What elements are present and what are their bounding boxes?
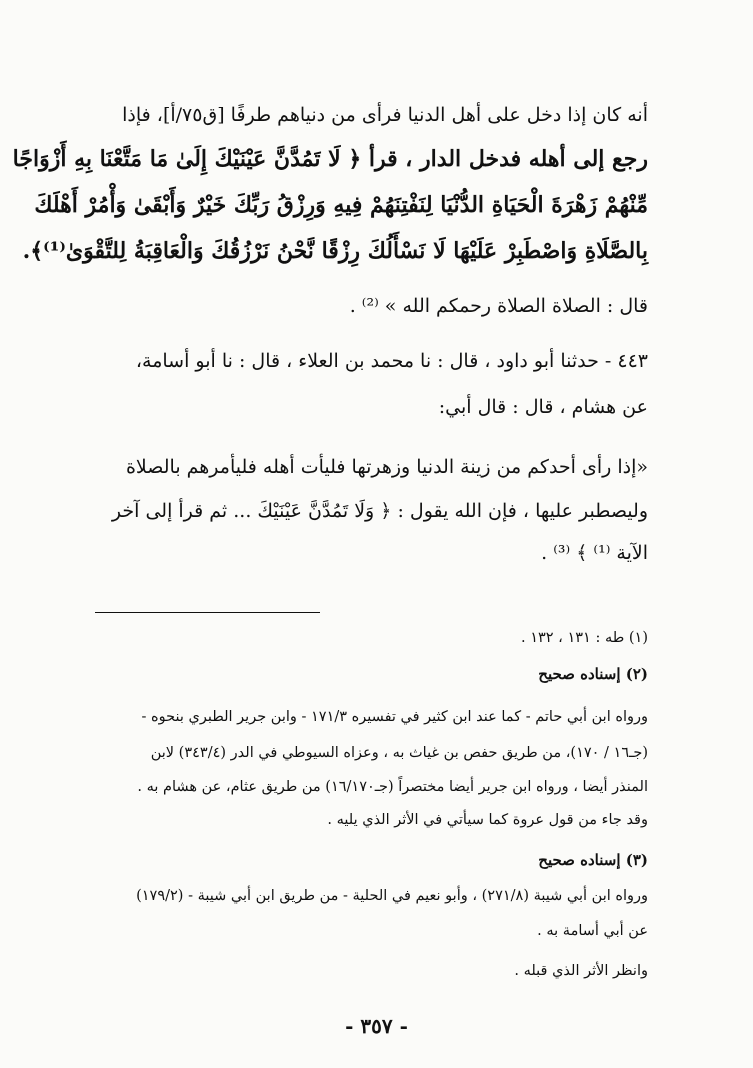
footnote-2-line-1: ورواه ابن أبي حاتم - كما عند ابن كثير في تفسيره ١٧١/٣ - وابن جرير الطبري بنحوه - (141, 709, 648, 725)
footnote-2-line-2: (جـ١٦ / ١٧٠)، من طريق حفص بن غياث به ، وعزاه السيوطي في الدر (٣٤٣/٤) لابن (150, 745, 648, 761)
text-line-8: «إذا رأى أحدكم من زينة الدنيا وزهرتها فليأت أهله فليأمرهم بالصلاة (125, 456, 648, 478)
text-line-7: عن هشام ، قال : قال أبي: (438, 396, 648, 418)
footnote-3-line-3: وانظر الأثر الذي قبله . (514, 963, 648, 979)
text-line-3: مِّنْهُمْ زَهْرَةَ الْحَيَاةِ الدُّنْيَا لِنَفْتِنَهُمْ فِيهِ وَرِزْقُ رَبِّكَ خَيْرٌ وَأَبْقَىٰ وَأْمُرْ أَهْلَكَ (34, 192, 648, 218)
hadith-443-chain: ٤٤٣ - حدثنا أبو داود ، قال : نا محمد بن العلاء ، قال : نا أبو أسامة، (135, 350, 648, 372)
footnote-3-line-1: ورواه ابن أبي شيبة (٢٧١/٨) ، وأبو نعيم في الحلية - من طريق ابن أبي شيبة - (١٧٩/٢) (136, 888, 648, 904)
footnote-divider (95, 612, 320, 613)
text-line-2: رجع إلى أهله فدخل الدار ، قرأ ﴿ لَا تَمُدَّنَّ عَيْنَيْكَ إِلَىٰ مَا مَتَّعْنَا بِهِ أَزْوَاجًا (12, 146, 648, 172)
text-line-1: أنه كان إذا دخل على أهل الدنيا فرأى من دنياهم طرفًا [ق٧٥/أ]، فإذا (122, 104, 648, 126)
text-line-5: قال : الصلاة الصلاة رحمكم الله » ⁽²⁾ . (349, 295, 648, 317)
footnote-1: (١) طه : ١٣١ ، ١٣٢ . (520, 630, 648, 646)
footnote-2-line-4: وقد جاء من قول عروة كما سيأتي في الأثر الذي يليه . (327, 812, 648, 828)
page-number: - ٣٥٧ - (345, 1014, 408, 1038)
footnote-3-line-2: عن أبي أسامة به . (537, 923, 648, 939)
text-line-10: الآية ⁽¹⁾ ﴾ ⁽³⁾ . (541, 542, 648, 564)
text-line-4: بِالصَّلَاةِ وَاصْطَبِرْ عَلَيْهَا لَا نَسْأَلُكَ رِزْقًا نَّحْنُ نَرْزُقُكَ وَالْعَاقِبَةُ لِلتَّقْوَىٰ⁽¹⁾﴾. (22, 238, 648, 264)
footnote-2-line-3: المنذر أيضا ، ورواه ابن جرير أيضا مختصراً (جـ١٦/١٧٠) من طريق عثام، عن هشام به . (137, 779, 648, 795)
footnote-3-heading: (٣) إسناده صحيح (538, 851, 648, 869)
text-line-9: وليصطبر عليها ، فإن الله يقول : ﴿ وَلَا تَمُدَّنَّ عَيْنَيْكَ ... ثم قرأ إلى آخر (111, 500, 648, 522)
footnote-2-heading: (٢) إسناده صحيح (538, 665, 648, 683)
